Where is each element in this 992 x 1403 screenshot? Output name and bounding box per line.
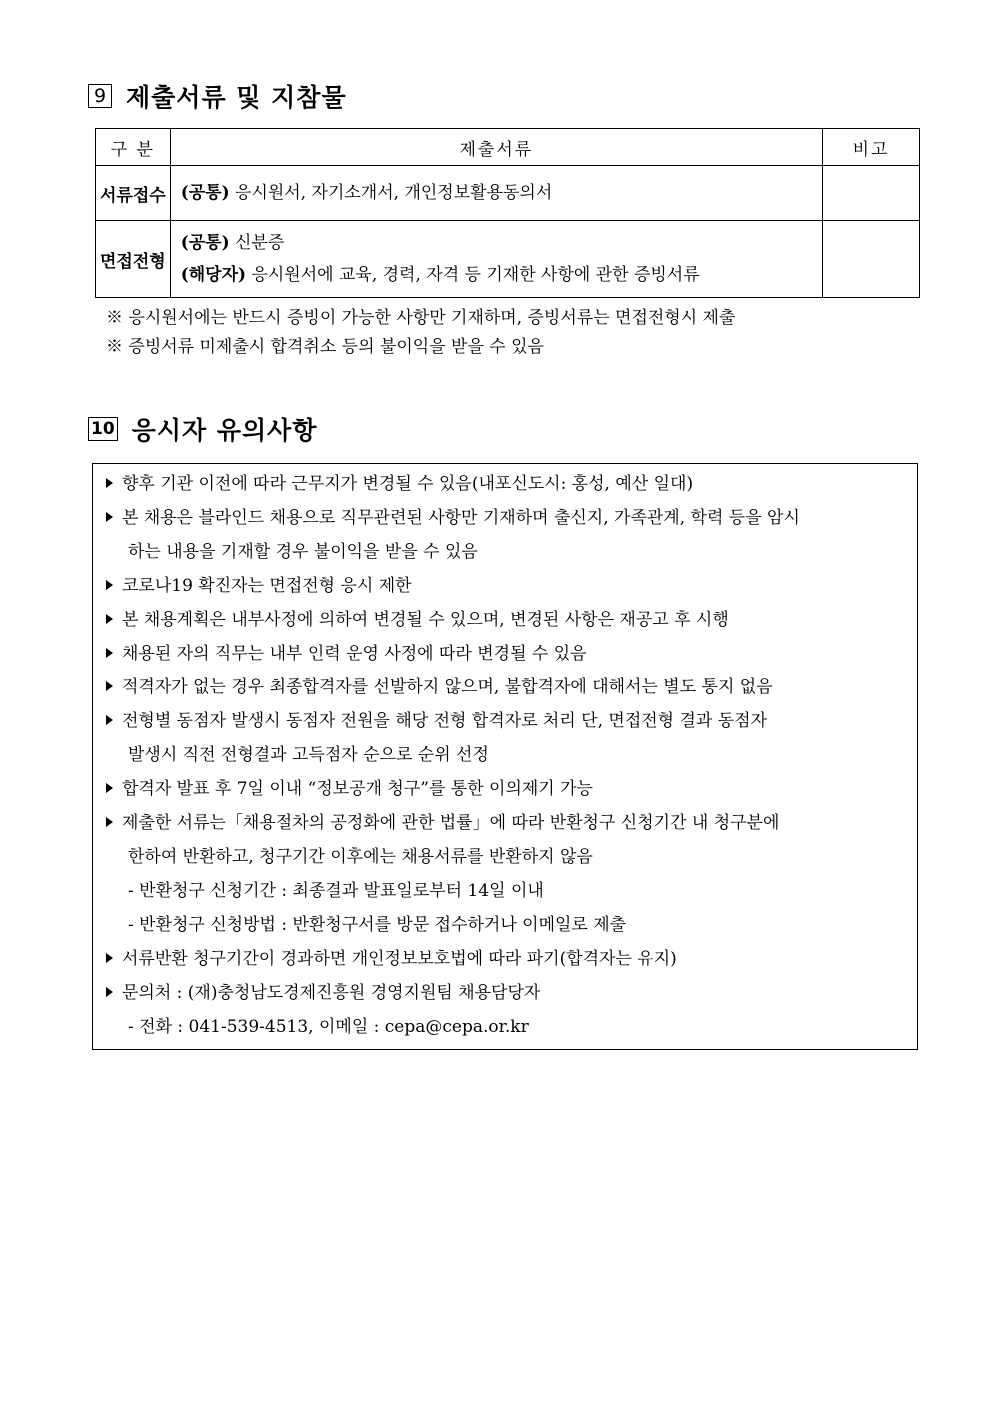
notice-item xyxy=(106,977,909,1011)
document-line-text: 응시원서에 교육, 경력, 자격 등 기재한 사항에 관한 증빙서류 xyxy=(246,265,700,285)
row-label-document-reception: 서류접수 xyxy=(96,166,171,221)
notice-item-text: 서류반환 청구기간이 경과하면 개인정보보호법에 따라 파기(합격자는 유지) xyxy=(122,948,677,969)
triangle-bullet-icon xyxy=(106,715,113,725)
notice-item-continuation xyxy=(106,875,909,909)
document-line xyxy=(181,227,812,259)
notice-item-continuation xyxy=(106,536,909,570)
notice-item-text: 본 채용은 블라인드 채용으로 직무관련된 사항만 기재하며 출신지, 가족관계, 학력 등을 암시 xyxy=(122,507,800,528)
notice-item-text: - 전화 : 041-539-4513, 이메일 : cepa@cepa.or.kr xyxy=(128,1016,529,1037)
notice-list xyxy=(106,468,909,1044)
notice-item xyxy=(106,604,909,638)
notice-item-text: - 반환청구 신청방법 : 반환청구서를 방문 접수하거나 이메일로 제출 xyxy=(128,914,627,935)
notice-item-text: 한하여 반환하고, 청구기간 이후에는 채용서류를 반환하지 않음 xyxy=(128,846,593,867)
triangle-bullet-icon xyxy=(106,580,113,590)
notice-item-text: 본 채용계획은 내부사정에 의하여 변경될 수 있으며, 변경된 사항은 재공고 후 시행 xyxy=(122,609,729,630)
document-line-text: 신분증 xyxy=(229,233,285,253)
note-line: ※ 증빙서류 미제출시 합격취소 등의 불이익을 받을 수 있음 xyxy=(106,337,544,357)
row-label-interview: 면접전형 xyxy=(96,221,171,298)
notice-item-text: 하는 내용을 기재할 경우 불이익을 받을 수 있음 xyxy=(128,541,478,562)
document-line-prefix: (공통) xyxy=(180,183,230,203)
section-9-number: 9 xyxy=(88,84,112,108)
notice-item-text: 제출한 서류는「채용절차의 공정화에 관한 법률」에 따라 반환청구 신청기간 내 청구분에 xyxy=(122,813,780,834)
notice-item xyxy=(106,570,909,604)
notice-item-continuation xyxy=(106,909,909,943)
documents-table xyxy=(95,128,920,298)
document-line xyxy=(181,177,812,209)
table-header-row xyxy=(96,129,920,166)
notice-item xyxy=(106,671,909,705)
header-documents: 제출서류 xyxy=(170,129,822,166)
triangle-bullet-icon xyxy=(106,512,113,522)
notice-item xyxy=(106,502,909,536)
triangle-bullet-icon xyxy=(106,478,113,488)
notice-item-text: - 반환청구 신청기간 : 최종결과 발표일로부터 14일 이내 xyxy=(128,880,544,901)
notice-item-continuation xyxy=(106,739,909,773)
triangle-bullet-icon xyxy=(106,783,113,793)
notice-item xyxy=(106,807,909,841)
notice-box xyxy=(92,463,918,1050)
table-row xyxy=(96,166,920,221)
document-line xyxy=(181,259,812,291)
document-line-prefix: (해당자) xyxy=(180,265,247,285)
section-10-number: 10 xyxy=(88,417,118,441)
row-documents xyxy=(170,221,822,298)
triangle-bullet-icon xyxy=(106,817,113,827)
section-10-heading xyxy=(88,411,317,447)
notice-item-text: 합격자 발표 후 7일 이내 “정보공개 청구”를 통한 이의제기 가능 xyxy=(122,779,593,800)
header-category: 구 분 xyxy=(96,129,171,166)
notice-item-text: 적격자가 없는 경우 최종합격자를 선발하지 않으며, 불합격자에 대해서는 별도 통지 없음 xyxy=(122,677,773,698)
notice-item xyxy=(106,705,909,739)
notice-item xyxy=(106,468,909,502)
notice-item-text: 채용된 자의 직무는 내부 인력 운영 사정에 따라 변경될 수 있음 xyxy=(122,643,587,664)
row-remarks xyxy=(823,221,920,298)
table-notes xyxy=(106,304,735,362)
notice-item-text: 발생시 직전 전형결과 고득점자 순으로 순위 선정 xyxy=(128,745,489,766)
triangle-bullet-icon xyxy=(106,648,113,658)
notice-item xyxy=(106,638,909,672)
section-10-title: 응시자 유의사항 xyxy=(131,416,318,445)
document-line-text: 응시원서, 자기소개서, 개인정보활용동의서 xyxy=(229,183,553,203)
document-line-prefix: (공통) xyxy=(180,233,230,253)
notice-item xyxy=(106,943,909,977)
section-9-title: 제출서류 및 지참물 xyxy=(126,83,347,112)
notice-item-text: 전형별 동점자 발생시 동점자 전원을 해당 전형 합격자로 처리 단, 면접전형 결과 동점자 xyxy=(122,711,768,732)
triangle-bullet-icon xyxy=(106,681,113,691)
notice-item-continuation xyxy=(106,1011,909,1045)
notice-item-text: 향후 기관 이전에 따라 근무지가 변경될 수 있음(내포신도시: 홍성, 예산 일대) xyxy=(122,474,694,494)
table-row xyxy=(96,221,920,298)
row-remarks xyxy=(823,166,920,221)
notice-item-text: 문의처 : (재)충청남도경제진흥원 경영지원팀 채용담당자 xyxy=(122,982,541,1003)
triangle-bullet-icon xyxy=(106,614,113,624)
triangle-bullet-icon xyxy=(106,987,113,997)
header-remarks: 비고 xyxy=(823,129,920,166)
note-line: ※ 응시원서에는 반드시 증빙이 가능한 사항만 기재하며, 증빙서류는 면접전형시 제출 xyxy=(106,308,736,328)
notice-item-text: 코로나19 확진자는 면접전형 응시 제한 xyxy=(122,575,412,596)
triangle-bullet-icon xyxy=(106,953,113,963)
notice-item-continuation xyxy=(106,841,909,875)
row-documents xyxy=(170,166,822,221)
notice-item xyxy=(106,773,909,807)
section-9-heading xyxy=(88,78,347,114)
